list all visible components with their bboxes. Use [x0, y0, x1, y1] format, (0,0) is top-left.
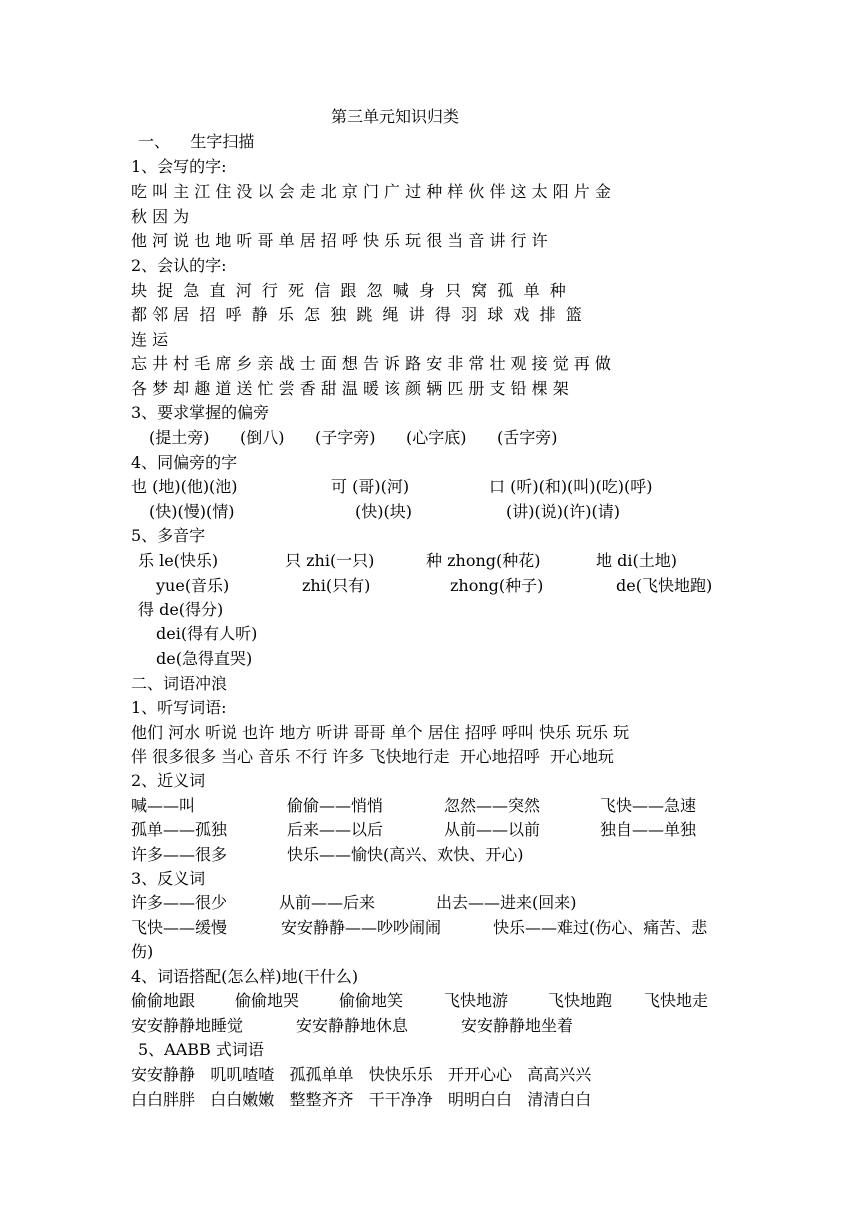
- text-line: 白白胖胖 白白嫩嫩 整整齐齐 干干净净 明明白白 清清白白: [131, 1090, 592, 1109]
- text-line: (讲)(说)(许)(请): [506, 502, 620, 521]
- text-line: 忘 井 村 毛 席 乡 亲 战 士 面 想 告 诉 路 安 非 常 壮 观 接 觉 再 做: [131, 354, 611, 373]
- text-line: 后来——以后: [287, 820, 384, 839]
- text-line: 忽然——突然: [444, 796, 541, 815]
- text-line: 他 河 说 也 地 听 哥 单 居 招 呼 快 乐 玩 很 当 音 讲 行 许: [131, 231, 548, 250]
- subsection-heading: 1、听写词语:: [131, 698, 227, 717]
- text-line: 块 捉 急 直 河 行 死 信 跟 忽 喊 身 只 窝 孤 单 种: [131, 281, 566, 300]
- text-line: (提土旁) (倒八) (子字旁) (心字底) (舌字旁): [149, 428, 558, 447]
- subsection-heading: 4、词语搭配(怎么样)地(干什么): [131, 967, 359, 986]
- text-line: de(急得直哭): [156, 649, 253, 668]
- text-line: 许多——很少: [131, 893, 228, 912]
- subsection-heading: 2、会认的字:: [131, 256, 227, 275]
- text-line: 安安静静地休息: [296, 1016, 409, 1035]
- section-heading: 一、 生字扫描: [138, 132, 255, 151]
- text-line: zhi(只有): [302, 576, 371, 595]
- text-line: 飞快地跑: [548, 991, 613, 1010]
- text-line: 他们 河水 听说 也许 地方 听讲 哥哥 单个 居住 招呼 呼叫 快乐 玩乐 玩: [131, 723, 630, 742]
- text-line: 偷偷地笑: [339, 991, 404, 1010]
- text-line: 吃 叫 主 江 住 没 以 会 走 北 京 门 广 过 种 样 伙 伴 这 太 阳 片 金: [131, 182, 611, 201]
- text-line: 得 de(得分): [138, 600, 224, 619]
- subsection-heading: 5、AABB 式词语: [138, 1040, 264, 1059]
- text-line: 出去——进来(回来): [436, 893, 577, 912]
- text-line: dei(得有人听): [156, 624, 258, 643]
- text-line: 伴 很多很多 当心 音乐 不行 许多 飞快地行走 开心地招呼 开心地玩: [131, 747, 614, 766]
- subsection-heading: 4、同偏旁的字: [131, 453, 238, 472]
- text-line: 偷偷——悄悄: [287, 796, 384, 815]
- section-heading: 二、词语冲浪: [131, 674, 228, 693]
- text-line: 偷偷地跟: [131, 991, 196, 1010]
- text-line: 伤): [131, 942, 154, 961]
- text-line: 地 di(土地): [596, 551, 677, 570]
- text-line: 安安静静地坐着: [461, 1016, 574, 1035]
- text-line: 许多——很多: [131, 845, 228, 864]
- text-line: 乐 le(快乐): [138, 551, 219, 570]
- subsection-heading: 3、要求掌握的偏旁: [131, 403, 270, 422]
- subsection-heading: 2、近义词: [131, 771, 206, 790]
- text-line: 飞快——缓慢: [131, 918, 228, 937]
- text-line: 飞快——急速: [600, 796, 697, 815]
- text-line: 秋 因 为: [131, 207, 190, 226]
- text-line: 安安静静——吵吵闹闹: [281, 918, 442, 937]
- text-line: de(飞快地跑): [616, 576, 713, 595]
- text-line: 连 运: [131, 330, 169, 349]
- text-line: (快)(慢)(情): [149, 502, 235, 521]
- text-line: 可 (哥)(河): [331, 477, 410, 496]
- text-line: 种 zhong(种花): [426, 551, 541, 570]
- subsection-heading: 5、多音字: [131, 526, 206, 545]
- text-line: 喊——叫: [131, 796, 196, 815]
- text-line: 从前——后来: [279, 893, 376, 912]
- text-line: 安安静静地睡觉: [131, 1016, 244, 1035]
- subsection-heading: 1、会写的字:: [131, 157, 227, 176]
- text-line: 只 zhi(一只): [285, 551, 375, 570]
- document-title: 第三单元知识归类: [331, 107, 460, 126]
- text-line: 从前——以前: [444, 820, 541, 839]
- text-line: zhong(种子): [450, 576, 544, 595]
- text-line: 也 (地)(他)(池): [131, 477, 238, 496]
- text-line: yue(音乐): [156, 576, 230, 595]
- text-line: (快)(块): [355, 502, 412, 521]
- text-line: 各 梦 却 趣 道 送 忙 尝 香 甜 温 暖 该 颜 辆 匹 册 支 铅 棵 架: [131, 379, 569, 398]
- text-line: 飞快地游: [444, 991, 509, 1010]
- text-line: 快乐——难过(伤心、痛苦、悲: [493, 918, 708, 937]
- text-line: 飞快地走: [644, 991, 709, 1010]
- subsection-heading: 3、反义词: [131, 869, 206, 888]
- text-line: 快乐——愉快(高兴、欢快、开心): [287, 845, 524, 864]
- text-line: 安安静静 叽叽喳喳 孤孤单单 快快乐乐 开开心心 高高兴兴: [131, 1065, 592, 1084]
- text-line: 孤单——孤独: [131, 820, 228, 839]
- text-line: 偷偷地哭: [235, 991, 300, 1010]
- text-line: 都 邻 居 招 呼 静 乐 怎 独 跳 绳 讲 得 羽 球 戏 排 篮: [131, 305, 582, 324]
- text-line: 独自——单独: [600, 820, 697, 839]
- text-line: 口 (听)(和)(叫)(吃)(呼): [489, 477, 653, 496]
